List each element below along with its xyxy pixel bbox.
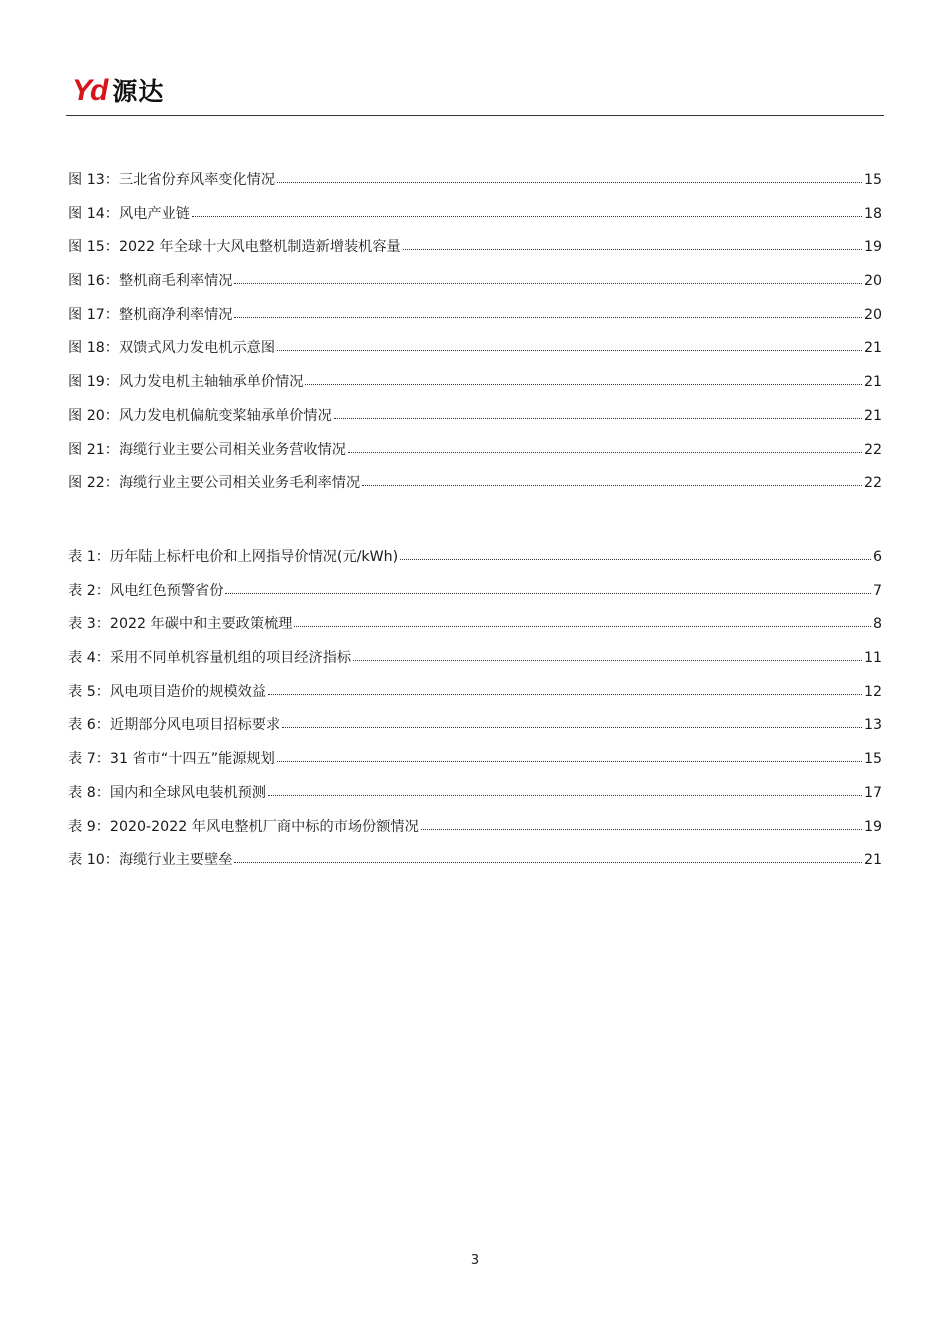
toc-entry-table-10[interactable] <box>68 849 882 883</box>
dot-leader <box>277 169 862 183</box>
header-divider <box>66 115 884 116</box>
dot-leader <box>334 405 862 419</box>
toc-entry-table-1[interactable] <box>68 546 882 580</box>
toc-entry-label: 表 8：国内和全球风电装机预测 <box>68 784 266 801</box>
dot-leader <box>234 304 861 318</box>
dot-leader <box>282 714 862 728</box>
toc-entry-figure-22[interactable] <box>68 472 882 506</box>
toc-entry-table-5[interactable] <box>68 681 882 715</box>
toc-entry-table-6[interactable] <box>68 714 882 748</box>
toc-entry-label: 图 19：风力发电机主轴轴承单价情况 <box>68 374 304 391</box>
toc-entry-page: 22 <box>863 441 882 458</box>
logo-text: 源达 <box>112 76 165 106</box>
toc-entry-label: 图 20：风力发电机偏航变桨轴承单价情况 <box>68 407 332 424</box>
dot-leader <box>234 849 861 863</box>
dot-leader <box>403 236 862 250</box>
dot-leader <box>268 782 862 796</box>
toc-entry-page: 21 <box>863 340 882 357</box>
toc-entry-label: 图 16：整机商毛利率情况 <box>68 273 233 290</box>
toc-entry-label: 表 3：2022 年碳中和主要政策梳理 <box>68 616 293 633</box>
toc-entry-page: 12 <box>863 683 882 700</box>
dot-leader <box>400 546 871 560</box>
toc-entry-table-7[interactable] <box>68 748 882 782</box>
toc-entry-label: 表 10：海缆行业主要壁垒 <box>68 852 233 869</box>
toc-entry-label: 图 13：三北省份弃风率变化情况 <box>68 172 276 188</box>
toc-entry-page: 13 <box>863 717 882 734</box>
toc-entry-figure-18[interactable] <box>68 337 882 371</box>
table-list <box>68 546 882 883</box>
dot-leader <box>268 681 862 695</box>
toc-entry-label: 表 9：2020-2022 年风电整机厂商中标的市场份额情况 <box>68 818 419 835</box>
toc-entry-page: 15 <box>863 172 882 188</box>
dot-leader <box>294 613 871 627</box>
dot-leader <box>234 270 861 284</box>
dot-leader <box>353 647 862 661</box>
toc-entry-label: 图 17：整机商净利率情况 <box>68 306 233 323</box>
toc-entry-page: 19 <box>863 239 882 256</box>
company-logo <box>72 74 164 108</box>
toc-entry-table-9[interactable] <box>68 816 882 850</box>
toc-entry-page: 18 <box>863 205 882 222</box>
logo-mark: Yd <box>72 74 107 107</box>
toc-entry-page: 7 <box>872 582 882 599</box>
toc-entry-page: 20 <box>863 273 882 290</box>
dot-leader <box>192 203 862 217</box>
toc-entry-label: 表 4：采用不同单机容量机组的项目经济指标 <box>68 650 352 667</box>
toc-entry-page: 20 <box>863 306 882 323</box>
toc-entry-page: 21 <box>863 407 882 424</box>
toc-entry-label: 图 14：风电产业链 <box>68 205 190 222</box>
toc-entry-page: 21 <box>863 374 882 391</box>
page-number: 3 <box>470 1253 480 1268</box>
toc-entry-table-3[interactable] <box>68 613 882 647</box>
dot-leader <box>348 439 862 453</box>
toc-entry-page: 11 <box>863 650 882 667</box>
toc-entry-label: 表 7：31 省市“十四五”能源规划 <box>68 751 275 768</box>
toc-entry-page: 17 <box>863 784 882 801</box>
toc-entry-figure-13[interactable] <box>68 169 882 203</box>
dot-leader <box>277 337 862 351</box>
toc-entry-figure-16[interactable] <box>68 270 882 304</box>
toc-entry-page: 19 <box>863 818 882 835</box>
dot-leader <box>225 580 871 594</box>
toc-entry-label: 表 5：风电项目造价的规模效益 <box>68 683 266 700</box>
figure-list <box>68 169 882 506</box>
toc-entry-figure-19[interactable] <box>68 371 882 405</box>
dot-leader <box>305 371 862 385</box>
toc-entry-figure-14[interactable] <box>68 203 882 237</box>
toc-entry-table-2[interactable] <box>68 580 882 614</box>
toc-entry-label: 图 22：海缆行业主要公司相关业务毛利率情况 <box>68 475 361 492</box>
toc-entry-label: 表 6：近期部分风电项目招标要求 <box>68 717 281 734</box>
toc-entry-table-8[interactable] <box>68 782 882 816</box>
toc-entry-figure-20[interactable] <box>68 405 882 439</box>
toc-entry-page: 15 <box>863 751 882 768</box>
toc-entry-figure-21[interactable] <box>68 439 882 473</box>
toc-entry-label: 图 21：海缆行业主要公司相关业务营收情况 <box>68 441 346 458</box>
toc-entry-figure-15[interactable] <box>68 236 882 270</box>
toc-entry-label: 表 1：历年陆上标杆电价和上网指导价情况(元/kWh) <box>68 549 399 565</box>
toc-entry-label: 表 2：风电红色预警省份 <box>68 582 224 599</box>
dot-leader <box>277 748 862 762</box>
toc-entry-label: 图 18：双馈式风力发电机示意图 <box>68 340 276 357</box>
dot-leader <box>421 816 862 830</box>
toc-entry-page: 6 <box>872 549 882 565</box>
toc-entry-figure-17[interactable] <box>68 304 882 338</box>
toc-entry-table-4[interactable] <box>68 647 882 681</box>
toc-entry-page: 22 <box>863 475 882 492</box>
toc-entry-page: 21 <box>863 852 882 869</box>
toc-entry-label: 图 15：2022 年全球十大风电整机制造新增装机容量 <box>68 239 401 256</box>
dot-leader <box>362 472 862 486</box>
toc-entry-page: 8 <box>872 616 882 633</box>
